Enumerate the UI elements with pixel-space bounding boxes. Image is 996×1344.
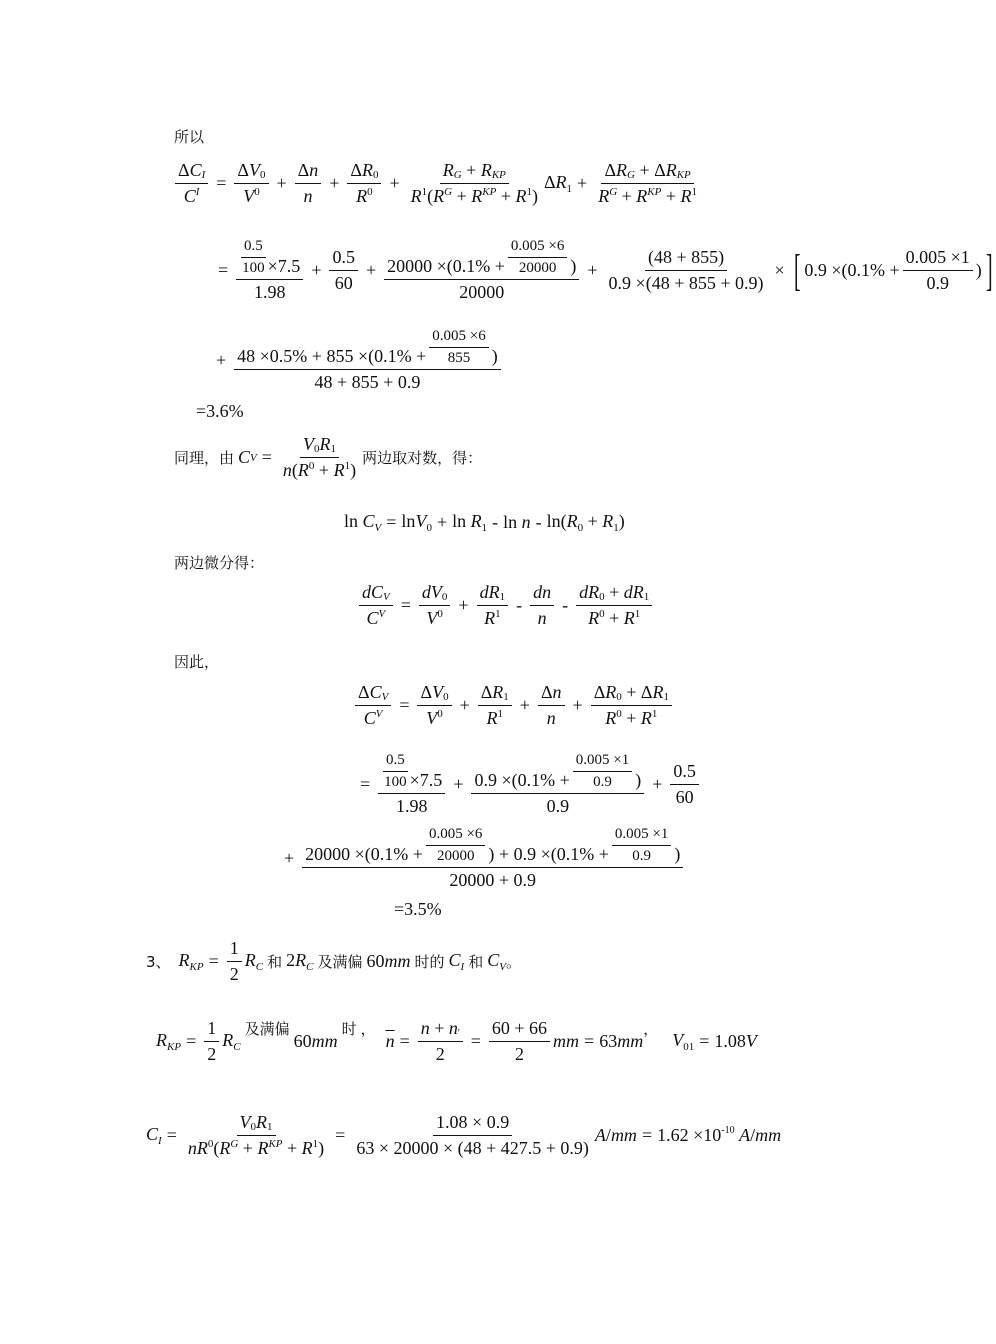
line-rkp-average: $R_{KP}$ = $\frac{1}{2}$ $R_C$ 及满偏 60mm 时 ， $\overline{n}$ = n + n ' 2 = $\frac{60 + 66}{2}$ mm = 63mm ， $V_{01}$ = 1.08V xyxy=(156,1018,757,1064)
equation-delta-cv: Δ C V C V = Δ V 0 V 0 + Δ R 1 R 1 + Δ n n + Δ R 0 + Δ R 1 R 0 + R 1 xyxy=(352,682,675,729)
text-full-deflection: 及满偏 xyxy=(244,1020,290,1038)
ci-num: 1.08 × 0.9 xyxy=(433,1112,512,1136)
equation-ci-final: $C_I$ = V 0 R 1 nR 0 ( R G + R KP + R 1 ) = $\frac{1.08 \times 0.9}{63 \times 20000 \times (48 + 427.5 + 0.9)}$ A / mm = $1.62 \times 10^{-10}$ A/mm xyxy=(146,1112,782,1158)
item-3-mid: 及满偏 xyxy=(317,953,363,971)
ci-den: 63 × 20000 × (48 + 427.5 + 0.9) xyxy=(356,1138,589,1158)
text-similarly-a: 同理，由 xyxy=(174,449,235,467)
equation-ci-numeric-1: = $\frac{0.5}{100}$ ×7.5 1.98 + $\frac{0.5}{60}$ + 20000 ×(0.1% + $\frac{0.005 \times 6}{20000}$ ) 20000 + $\frac{(48 + 855)}{0.9 \times(48 + 855 + 0.9)}$ × [ 0.9 ×(0.1% + $\frac{0.005 \times 1}{0.9}$ ) ] xyxy=(218,238,993,302)
similarly-line: 同理，由 C V = V 0 R 1 n ( R 0 + R 1 ) 两边取对数，得： xyxy=(174,434,483,480)
item-3-and-b: 和 xyxy=(468,953,484,971)
item-3-heading: 3、 $R_{KP}$ = $\frac{1}{2}$ $R_C$ 和 $2R_C$ 及满偏 60mm 时的 $C_I$ 和 $C_V$ 。 xyxy=(146,938,521,984)
result-ci-relative-error: =3.6% xyxy=(196,401,244,421)
text-so: 所以 xyxy=(174,128,205,146)
equation-ci-numeric-2: + 48 ×0.5% + 855 ×(0.1% + $\frac{0.005 \times 6}{855}$ ) 48 + 855 + 0.9 xyxy=(216,328,504,393)
item-3-and-a: 和 xyxy=(267,953,283,971)
text-therefore: 因此， xyxy=(174,653,220,671)
equation-cv-numeric-2: + 20000 ×(0.1% + $\frac{0.005 \times 6}{20000}$ ) + 0.9 ×(0.1% + $\frac{0.005 \times 1}{0.9}$ ) 20000 + 0.9 xyxy=(284,826,686,891)
equation-cv-numeric-1: = $\frac{0.5}{100}$ ×7.5 1.98 + 0.9 ×(0.1% + $\frac{0.005 \times 1}{0.9}$ ) 0.9 + $\frac{0.5}{60}$ xyxy=(360,752,702,817)
text-comma-a: ， xyxy=(360,1020,376,1038)
n-avg-num: 60 + 66 xyxy=(489,1018,550,1042)
n-avg-result: 63 xyxy=(599,1031,618,1051)
text-differentiate: 两边微分得： xyxy=(174,554,265,572)
item-3-length: 60 xyxy=(366,951,385,971)
item-3-end: 。 xyxy=(505,953,521,971)
text-when: 时 xyxy=(341,1020,357,1038)
text-similarly-b: 两边取对数，得： xyxy=(362,449,483,467)
equation-ci-differential: Δ C I C I = Δ V 0 V 0 + Δ n n + Δ R 0 R 0 + R G + R KP R 1 ( R G + R KP + R 1 ) $\Delta R_1$ + Δ R G + Δ R KP R G + R KP + R 1 xyxy=(172,160,703,207)
item-3-number: 3、 xyxy=(146,953,171,971)
result-cv-relative-error: =3.5% xyxy=(394,899,442,919)
equation-dcv: dC V C V = dV 0 V 0 + dR 1 R 1 - $\frac{dn}{n}$ - dR 0 + dR 1 R 0 + R 1 xyxy=(356,582,655,629)
len-60: 60 xyxy=(293,1031,312,1051)
v01-value: 1.08 xyxy=(714,1031,746,1051)
item-3-tail: 时的 xyxy=(414,953,445,971)
text-comma-b: ， xyxy=(643,1020,659,1038)
n-avg-den: 2 xyxy=(514,1044,524,1064)
equation-ln: $\ln C_V$ = lnV$_0$ + $\ln R_1$ - ln n - $\ln(R_0 + R_1)$ xyxy=(344,511,625,534)
ci-exponent: -10 xyxy=(721,1125,735,1136)
ci-result: 1.62 xyxy=(657,1125,689,1145)
